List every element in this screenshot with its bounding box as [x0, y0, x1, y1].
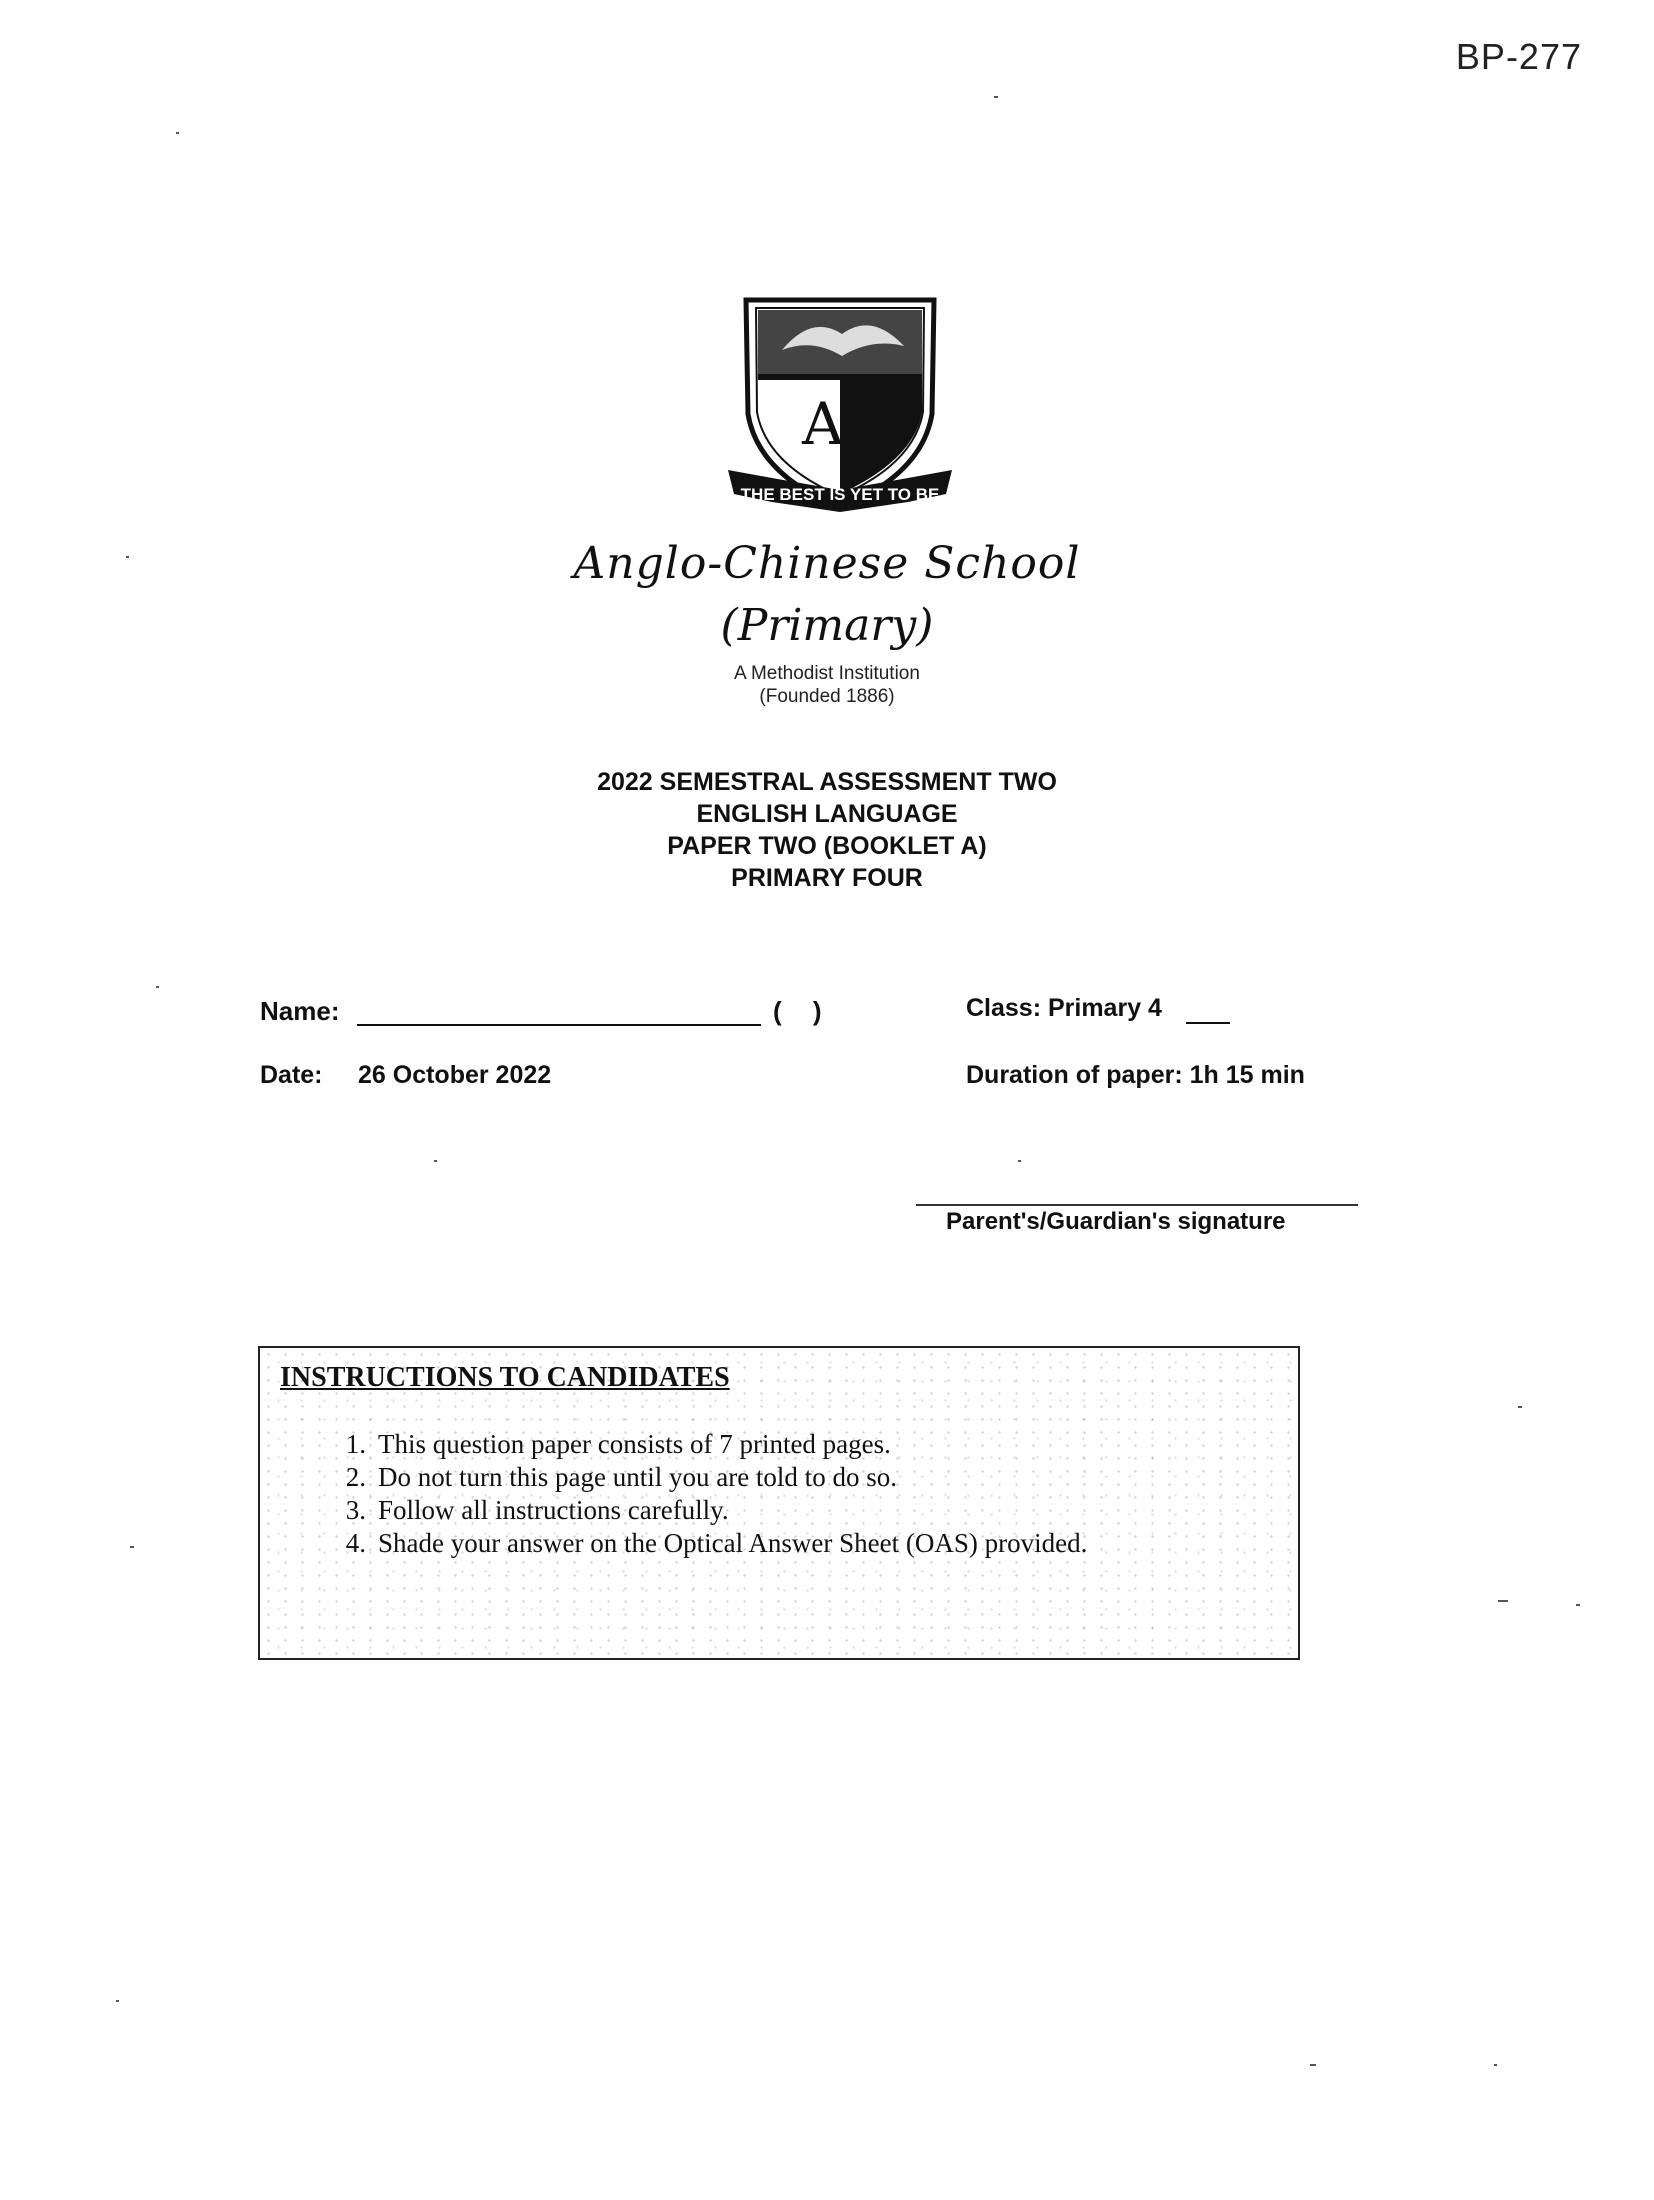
item-text: Shade your answer on the Optical Answer Sheet (OAS) provided.	[378, 1528, 1088, 1558]
scan-speck	[1576, 1604, 1580, 1606]
scan-speck	[126, 556, 129, 558]
scan-speck	[156, 986, 159, 988]
school-name: Anglo-Chinese School	[573, 538, 1081, 589]
scan-speck	[1018, 1160, 1021, 1162]
signature-label: Parent's/Guardian's signature	[946, 1208, 1286, 1235]
class-label: Class: Primary 4	[966, 994, 1162, 1022]
title-subject: ENGLISH LANGUAGE	[696, 800, 958, 828]
document-code: BP-277	[1455, 36, 1582, 77]
instructions-box	[258, 1346, 1300, 1660]
title-level: PRIMARY FOUR	[731, 864, 923, 892]
scan-speck	[994, 96, 998, 98]
name-label: Name:	[260, 996, 340, 1026]
class-field[interactable]	[1186, 1022, 1230, 1024]
scan-speck	[1494, 2064, 1497, 2066]
scan-speck	[176, 132, 179, 134]
instructions-title: INSTRUCTIONS TO CANDIDATES	[280, 1362, 730, 1393]
item-number: 3.	[345, 1495, 366, 1525]
paper-titles	[0, 766, 1654, 894]
list-item	[320, 1527, 1087, 1560]
school-founded: (Founded 1886)	[759, 686, 895, 707]
item-text: Follow all instructions carefully.	[378, 1495, 729, 1525]
list-item	[320, 1461, 1087, 1494]
list-item	[320, 1428, 1087, 1461]
school-crest-logo	[722, 294, 958, 530]
crest-banner-text: THE BEST IS YET TO BE	[740, 485, 940, 504]
scan-speck	[130, 1546, 134, 1548]
title-paper: PAPER TWO (BOOKLET A)	[667, 832, 987, 860]
register-number-field[interactable]: ( )	[773, 996, 822, 1026]
name-field[interactable]	[357, 1024, 761, 1026]
school-division: (Primary)	[720, 600, 934, 651]
duration-label: Duration of paper: 1h 15 min	[966, 1061, 1305, 1089]
date-label: Date:	[260, 1061, 323, 1089]
signature-field[interactable]	[916, 1204, 1358, 1206]
scan-speck	[434, 1160, 437, 1162]
title-assessment: 2022 SEMESTRAL ASSESSMENT TWO	[597, 768, 1057, 796]
school-tagline: A Methodist Institution	[734, 663, 920, 684]
item-text: Do not turn this page until you are told to do so.	[378, 1462, 897, 1492]
instructions-list	[320, 1428, 1087, 1560]
scan-speck	[1310, 2064, 1316, 2066]
item-number: 4.	[345, 1528, 366, 1558]
crest-monogram-a: AS	[802, 390, 884, 458]
list-item	[320, 1494, 1087, 1527]
scan-speck	[1498, 1600, 1508, 1602]
item-number: 1.	[345, 1429, 366, 1459]
scan-speck	[1518, 1406, 1522, 1408]
date-value: 26 October 2022	[358, 1061, 552, 1089]
scan-speck	[116, 2000, 119, 2002]
item-text: This question paper consists of 7 printed pages.	[378, 1429, 891, 1459]
item-number: 2.	[345, 1462, 366, 1492]
